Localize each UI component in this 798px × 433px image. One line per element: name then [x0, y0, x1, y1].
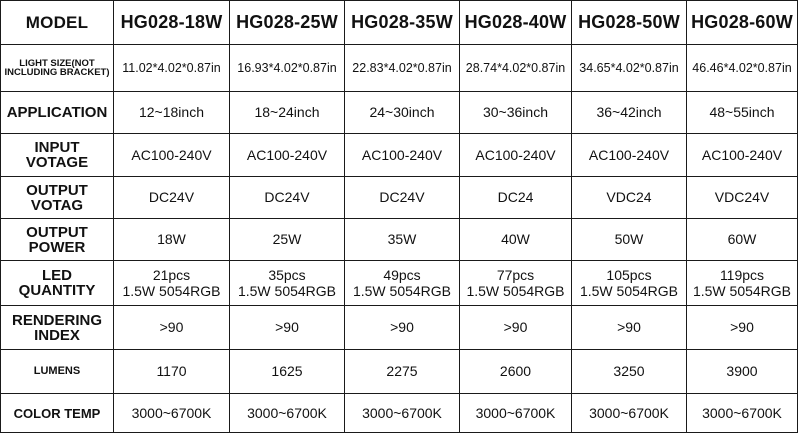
table-cell: >90 [460, 306, 572, 350]
table-row-output-power [1, 219, 798, 261]
table-cell: 25W [230, 219, 345, 261]
table-cell: 11.02*4.02*0.87in [114, 45, 230, 92]
table-cell: AC100-240V [687, 134, 798, 177]
table-cell: >90 [114, 306, 230, 350]
row-label-light-size: LIGHT SIZE(NOT INCLUDING BRACKET) [1, 45, 114, 92]
table-cell: AC100-240V [572, 134, 687, 177]
row-label-output-power: OUTPUT POWER [1, 219, 114, 261]
table-cell: 34.65*4.02*0.87in [572, 45, 687, 92]
table-cell: 60W [687, 219, 798, 261]
table-cell: >90 [345, 306, 460, 350]
table-cell: 1625 [230, 350, 345, 394]
row-label-led-quantity: LED QUANTITY [1, 261, 114, 306]
table-cell: 2275 [345, 350, 460, 394]
row-label-application: APPLICATION [1, 92, 114, 134]
header-row [1, 1, 798, 45]
table-cell: 18~24inch [230, 92, 345, 134]
table-cell: 18W [114, 219, 230, 261]
table-cell: 22.83*4.02*0.87in [345, 45, 460, 92]
table-cell: 3000~6700K [114, 394, 230, 433]
table-cell: 3000~6700K [230, 394, 345, 433]
table-cell: DC24V [114, 177, 230, 219]
table-cell: 105pcs 1.5W 5054RGB [572, 261, 687, 306]
table-cell: 46.46*4.02*0.87in [687, 45, 798, 92]
table-cell: 16.93*4.02*0.87in [230, 45, 345, 92]
table-cell: DC24V [345, 177, 460, 219]
table-row-color-temp [1, 394, 798, 433]
table-cell: 3000~6700K [460, 394, 572, 433]
model-column-header: HG028-25W [230, 1, 345, 45]
table-cell: 40W [460, 219, 572, 261]
row-label-lumens: LUMENS [1, 350, 114, 394]
table-cell: 119pcs 1.5W 5054RGB [687, 261, 798, 306]
table-cell: >90 [572, 306, 687, 350]
table-cell: VDC24 [572, 177, 687, 219]
table-cell: 30~36inch [460, 92, 572, 134]
table-row-rendering-index [1, 306, 798, 350]
table-cell: 50W [572, 219, 687, 261]
table-cell: 35W [345, 219, 460, 261]
model-column-header: HG028-18W [114, 1, 230, 45]
model-column-header: HG028-50W [572, 1, 687, 45]
table-cell: >90 [230, 306, 345, 350]
table-row-led-quantity [1, 261, 798, 306]
table-cell: 12~18inch [114, 92, 230, 134]
table-cell: AC100-240V [230, 134, 345, 177]
table-cell: AC100-240V [460, 134, 572, 177]
table-cell: 35pcs 1.5W 5054RGB [230, 261, 345, 306]
table-cell: 24~30inch [345, 92, 460, 134]
model-header-cell: MODEL [1, 1, 114, 45]
table-cell: 3000~6700K [572, 394, 687, 433]
table-cell: 36~42inch [572, 92, 687, 134]
table-cell: 28.74*4.02*0.87in [460, 45, 572, 92]
table-cell: 3250 [572, 350, 687, 394]
row-label-input-voltage: INPUT VOTAGE [1, 134, 114, 177]
table-cell: DC24 [460, 177, 572, 219]
model-column-header: HG028-35W [345, 1, 460, 45]
table-cell: AC100-240V [114, 134, 230, 177]
table-cell: 3000~6700K [345, 394, 460, 433]
model-column-header: HG028-60W [687, 1, 798, 45]
table-cell: 1170 [114, 350, 230, 394]
table-row-application [1, 92, 798, 134]
table-row-output-voltage [1, 177, 798, 219]
row-label-rendering-index: RENDERING INDEX [1, 306, 114, 350]
model-column-header: HG028-40W [460, 1, 572, 45]
table-cell: VDC24V [687, 177, 798, 219]
table-cell: >90 [687, 306, 798, 350]
table-cell: 48~55inch [687, 92, 798, 134]
row-label-color-temp: COLOR TEMP [1, 394, 114, 433]
table-cell: AC100-240V [345, 134, 460, 177]
table-cell: 77pcs 1.5W 5054RGB [460, 261, 572, 306]
table-cell: 2600 [460, 350, 572, 394]
table-row-input-voltage [1, 134, 798, 177]
table-cell: 21pcs 1.5W 5054RGB [114, 261, 230, 306]
table-cell: 3000~6700K [687, 394, 798, 433]
table-cell: 49pcs 1.5W 5054RGB [345, 261, 460, 306]
table-row-lumens [1, 350, 798, 394]
table-cell: DC24V [230, 177, 345, 219]
table-cell: 3900 [687, 350, 798, 394]
table-row-light-size [1, 45, 798, 92]
row-label-output-voltage: OUTPUT VOTAG [1, 177, 114, 219]
